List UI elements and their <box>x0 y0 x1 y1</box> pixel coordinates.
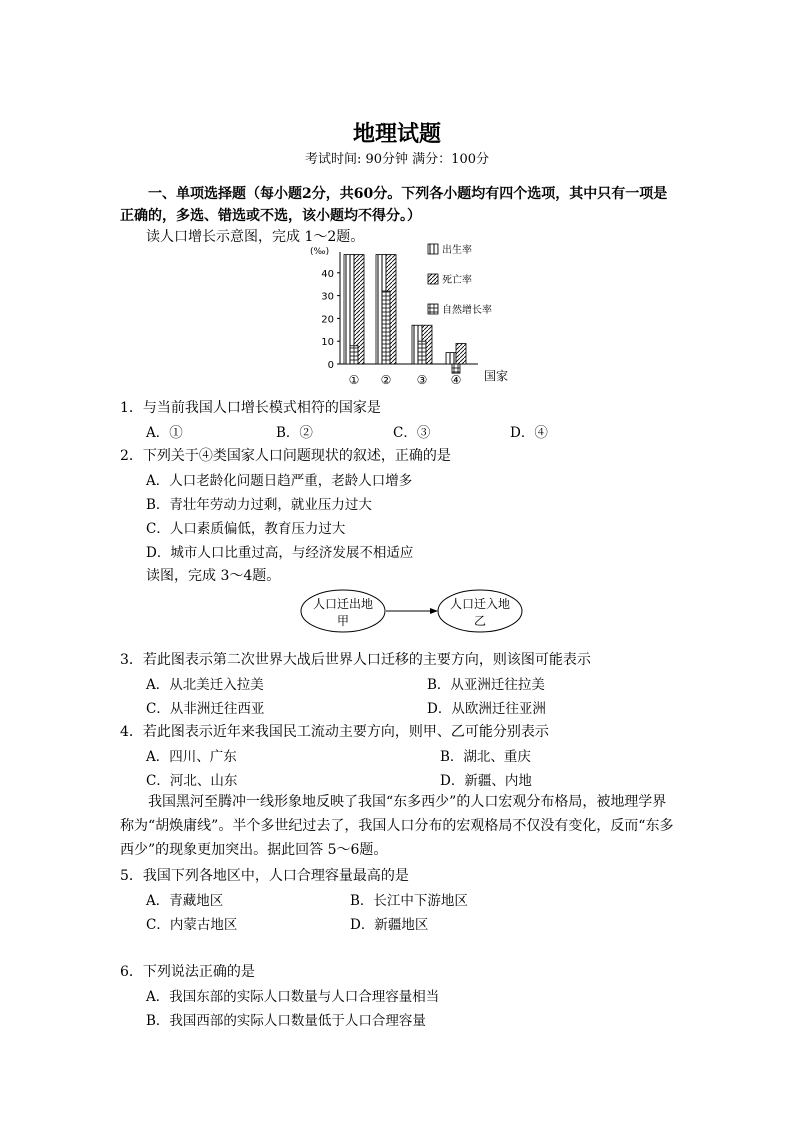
x-tick-label: ③ <box>416 373 428 387</box>
x-tick-label: ④ <box>450 373 462 387</box>
question-4-stem: 4．若此图表示近年来我国民工流动主要方向，则甲、乙可能分别表示 <box>120 724 549 740</box>
question-3-stem: 3．若此图表示第二次世界大战后世界人口迁移的主要方向，则该图可能表示 <box>120 652 591 668</box>
population-growth-chart <box>300 238 530 390</box>
question-6-stem: 6．下列说法正确的是 <box>120 964 255 980</box>
y-tick-label: 10 <box>321 337 334 349</box>
bar-death <box>456 343 466 364</box>
destination-label: 人口迁入地 <box>449 597 511 611</box>
legend-swatch-natural <box>428 304 438 314</box>
exam-info: 考试时间: 90分钟 满分：100分 <box>305 152 489 167</box>
q1-option-b: B．② <box>276 425 313 441</box>
destination-name: 乙 <box>473 614 487 628</box>
bar-birth <box>446 353 456 364</box>
q5-option-c: C．内蒙古地区 <box>146 917 238 933</box>
q4-option-a: A．四川、广东 <box>146 749 237 765</box>
x-tick-label: ① <box>348 373 360 387</box>
q1-option-c: C．③ <box>393 425 431 441</box>
q4-option-c: C．河北、山东 <box>146 773 238 789</box>
q2-option-c: C．人口素质偏低，教育压力过大 <box>146 521 346 537</box>
q4-option-b: B．湖北、重庆 <box>440 749 531 765</box>
bar-natural-increase <box>452 364 460 373</box>
q6-option-b: B．我国西部的实际人口数量低于人口合理容量 <box>146 1013 426 1029</box>
question-1-stem: 1．与当前我国人口增长模式相符的国家是 <box>120 400 381 416</box>
passage: 我国黑河至腾冲一线形象地反映了我国“东多西少”的人口宏观分布格局，被地理学界称为“胡焕庸线”。半个多世纪过去了，我国人口分布的宏观格局不仅没有变化，反而“东多西少”的现象更加突出。据此回答 5～6题。 <box>120 794 674 858</box>
section-heading-line1: 一、单项选择题（每小题2分，共60分。下列各小题均有四个选项，其中只有一项是 <box>148 186 668 202</box>
q2-option-a: A．人口老龄化问题日趋严重，老龄人口增多 <box>146 473 413 489</box>
origin-label: 人口迁出地 <box>312 597 374 611</box>
question-5-stem: 5．我国下列各地区中，人口合理容量最高的是 <box>120 868 409 884</box>
q2-option-b: B．青壮年劳动力过剩，就业压力过大 <box>146 497 372 513</box>
y-tick-label: 0 <box>327 360 334 371</box>
intro-1: 读人口增长示意图，完成 1～2题。 <box>146 229 365 245</box>
y-tick-label: 30 <box>321 291 334 303</box>
section-heading-line2: 正确的，多选、错选或不选，该小题均不得分。） <box>120 208 421 224</box>
y-axis-unit: (‰) <box>310 247 330 257</box>
q1-option-d: D．④ <box>510 425 548 441</box>
q3-option-b: B．从亚洲迁往拉美 <box>427 677 545 693</box>
q5-option-b: B．长江中下游地区 <box>350 893 468 909</box>
legend-swatch-death <box>428 274 438 284</box>
question-2-stem: 2．下列关于④类国家人口问题现状的叙述，正确的是 <box>120 448 451 464</box>
bar-natural-increase <box>418 341 426 364</box>
q5-option-a: A．青藏地区 <box>146 893 224 909</box>
legend-label-death: 死亡率 <box>442 275 472 286</box>
bar-natural-increase <box>382 291 390 364</box>
q6-option-a: A．我国东部的实际人口数量与人口合理容量相当 <box>146 989 440 1005</box>
legend-label-birth: 出生率 <box>442 245 472 256</box>
page-title: 地理试题 <box>352 121 441 147</box>
bar-natural-increase <box>350 346 358 364</box>
q3-option-d: D．从欧洲迁往亚洲 <box>427 701 546 717</box>
q2-option-d: D．城市人口比重过高，与经济发展不相适应 <box>146 545 414 561</box>
q1-option-a: A．① <box>146 425 183 441</box>
section-heading <box>120 183 667 227</box>
q5-option-d: D．新疆地区 <box>350 917 429 933</box>
migration-flow-diagram <box>300 588 530 634</box>
q4-option-d: D．新疆、内地 <box>440 773 532 789</box>
legend-label-natural: 自然增长率 <box>442 305 492 316</box>
y-tick-label: 40 <box>321 268 334 280</box>
y-tick-label: 20 <box>321 314 334 326</box>
x-tick-label: ② <box>380 373 392 387</box>
origin-name: 甲 <box>336 614 350 628</box>
q3-option-a: A．从北美迁入拉美 <box>146 677 264 693</box>
intro-2: 读图，完成 3～4题。 <box>146 568 281 584</box>
q3-option-c: C．从非洲迁往西亚 <box>146 701 265 717</box>
x-axis-label: 国家 <box>484 369 509 383</box>
legend-swatch-birth <box>428 244 438 254</box>
